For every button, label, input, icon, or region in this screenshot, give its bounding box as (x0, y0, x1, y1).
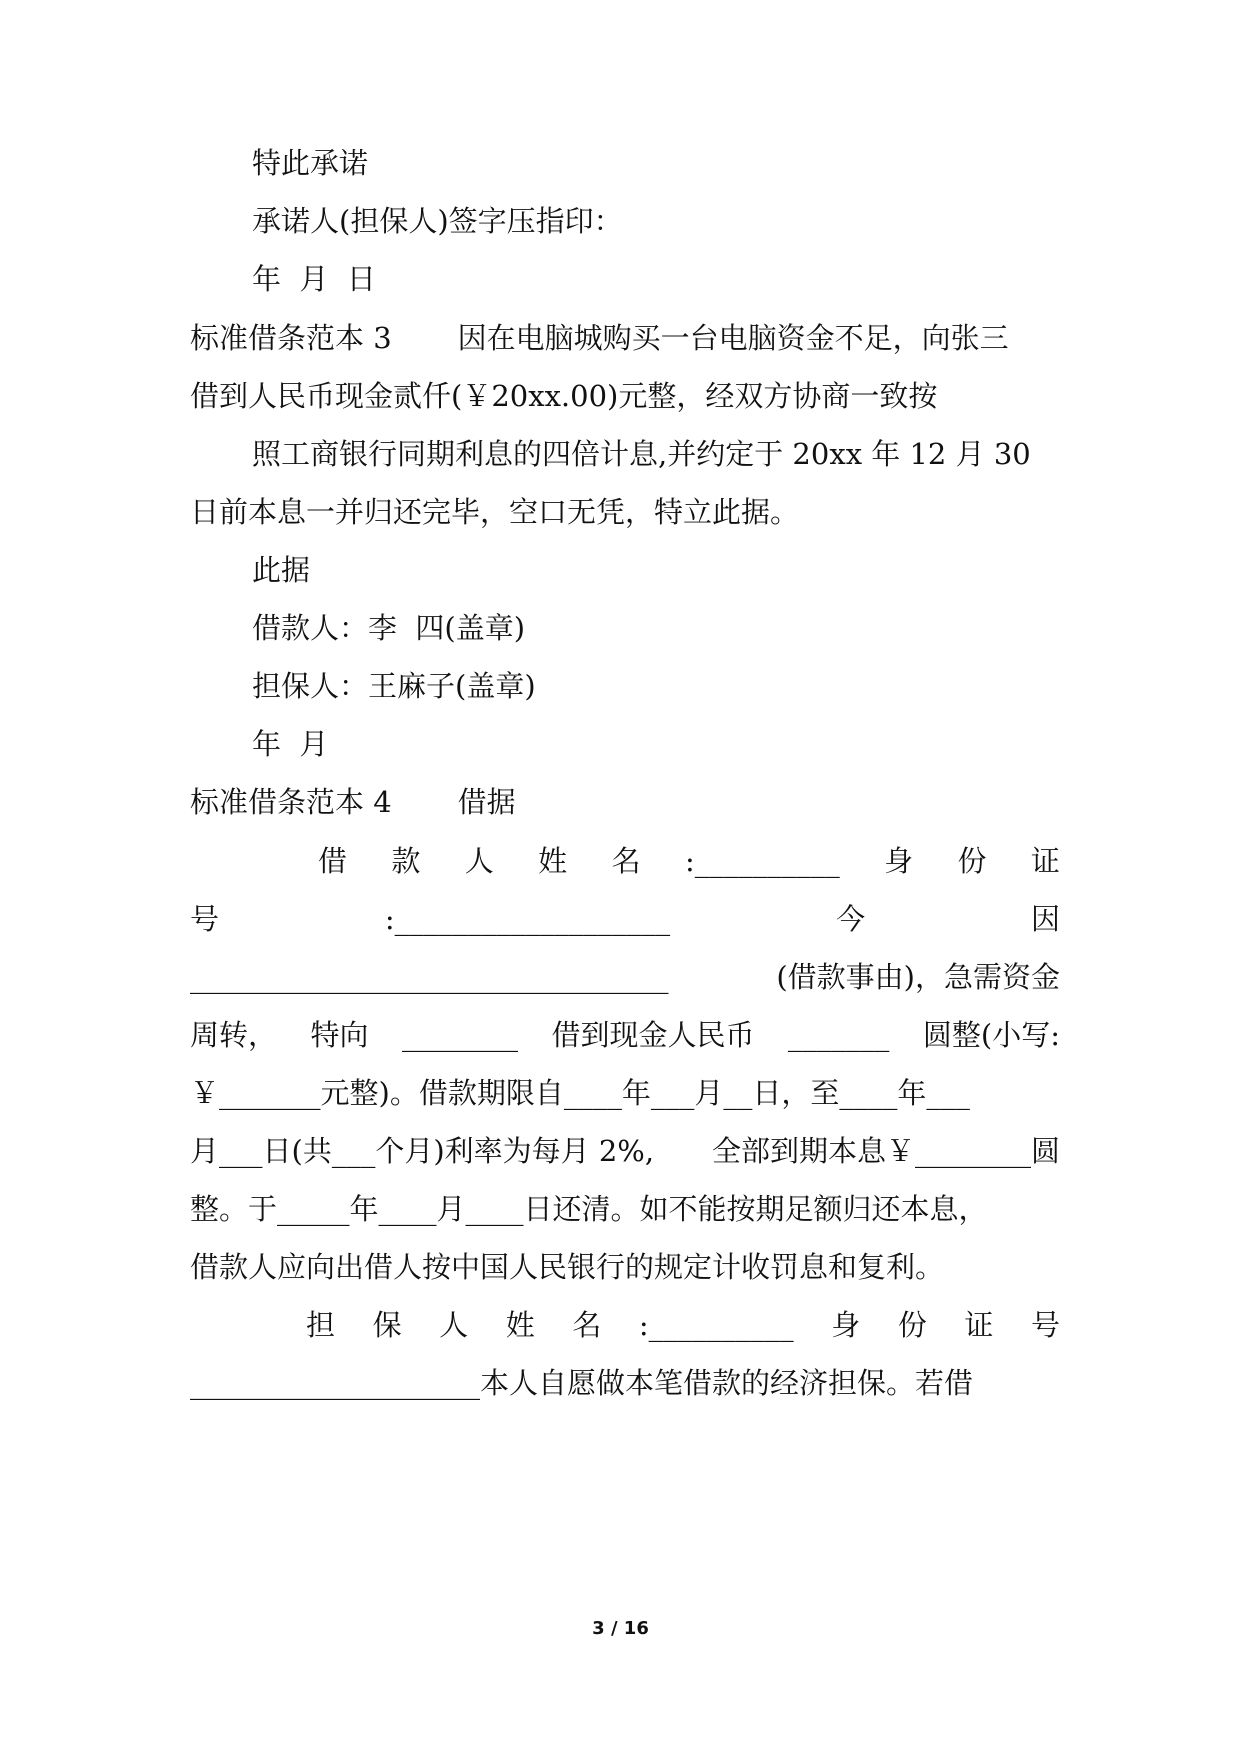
text-line: 特此承诺 (252, 146, 369, 180)
text-line: 承诺人(担保人)签字压指印： (252, 204, 623, 238)
text-line: 日前本息一并归还完毕，空口无凭，特立此据。 (190, 495, 800, 529)
text-line: 此据 (252, 553, 311, 587)
section-text: 借据 (457, 785, 516, 819)
section-title: 标准借条范本 3 (190, 321, 392, 355)
loan-reason-line: _________________________________ (借款事由)，急需资金 (190, 960, 1060, 994)
borrower-id-line: 号 :___________________ 今 因 (190, 902, 1060, 936)
loan-amount-line: 周转， 特向 ________ 借到现金人民币 _______ 圆整(小写: (190, 1018, 1060, 1052)
guarantor-signature-line: 担保人：王麻子(盖章) (252, 669, 536, 703)
interest-line: 月___日(共___个月)利率为每月 2%, 全部到期本息￥________圆 (190, 1134, 1060, 1168)
repayment-line: 整。于_____年____月____日还清。如不能按期足额归还本息， (190, 1192, 988, 1226)
text-line: 年 月 日 (252, 262, 376, 296)
penalty-line: 借款人应向出借人按中国人民银行的规定计收罚息和复利。 (190, 1250, 945, 1284)
borrower-signature-line: 借款人：李 四(盖章) (252, 611, 526, 645)
section-heading-4 (190, 780, 1060, 824)
page-number: 3 / 16 (592, 1618, 649, 1639)
section-title: 标准借条范本 4 (190, 785, 392, 819)
loan-period-line: ￥_______元整)。借款期限自____年___月__日，至____年___ (190, 1076, 970, 1110)
borrower-name-line: 借 款 人 姓 名 :__________ 身 份 证 (318, 844, 1060, 878)
text-line: 借到人民币现金贰仟(￥20xx.00)元整，经双方协商一致按 (190, 379, 938, 413)
guarantor-id-line: ____________________本人自愿做本笔借款的经济担保。若借 (190, 1366, 974, 1400)
section-heading-3 (190, 316, 1060, 360)
guarantor-name-line: 担 保 人 姓 名 :__________ 身 份 证 号 (306, 1308, 1060, 1342)
text-line: 照工商银行同期利息的四倍计息,并约定于 20xx 年 12 月 30 (252, 437, 1031, 471)
section-text: 因在电脑城购买一台电脑资金不足，向张三 (457, 321, 1009, 355)
date-line: 年 月 (252, 727, 329, 761)
